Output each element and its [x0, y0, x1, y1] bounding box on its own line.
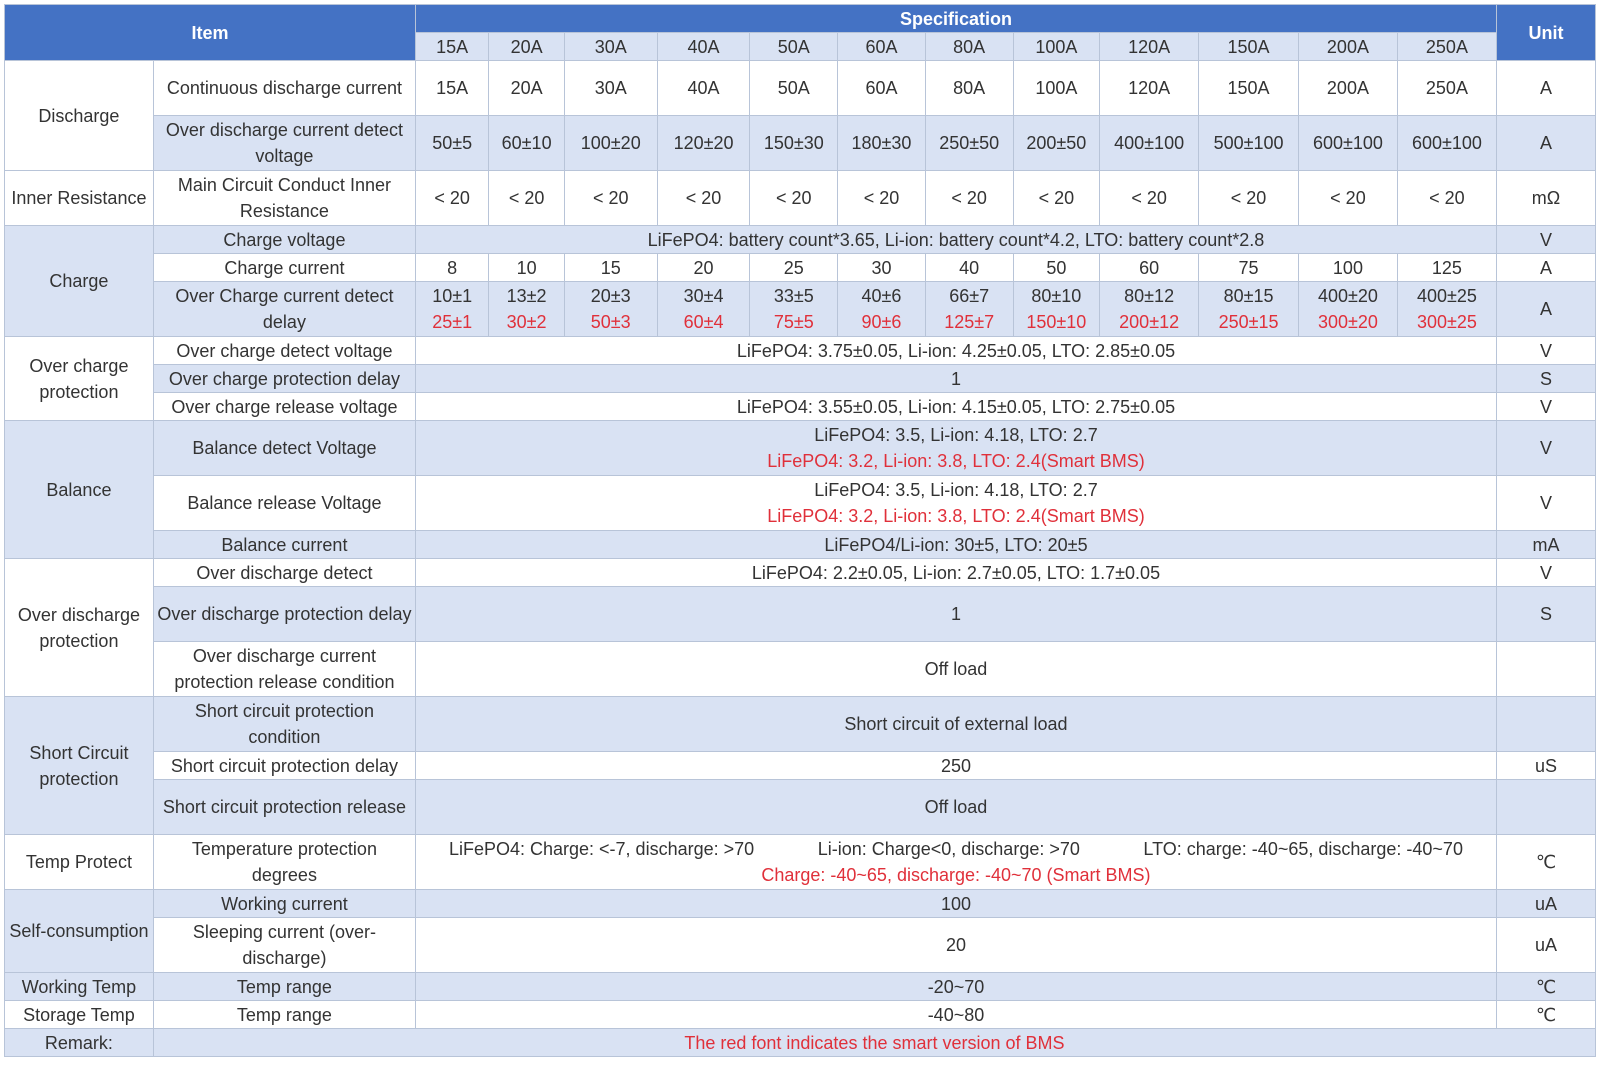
continuous-discharge-value: 200A	[1299, 61, 1398, 116]
over-charge-current-smart-value: 300±25	[1416, 312, 1477, 332]
over-charge-current-value: 80±12	[1124, 286, 1175, 306]
row-label-sleeping-current: Sleeping current (over-discharge)	[153, 918, 415, 973]
balance-release-voltage-cell	[415, 476, 1496, 531]
charge-current-value: 8	[415, 254, 488, 282]
working-temp-range-unit: ℃	[1496, 973, 1595, 1001]
current-rating-header: 60A	[838, 33, 926, 61]
row-label-balance-current: Balance current	[153, 531, 415, 559]
group-discharge: Discharge	[5, 61, 154, 171]
over-discharge-current-value: 60±10	[489, 116, 564, 171]
row-label-short-circuit-condition: Short circuit protection condition	[153, 697, 415, 752]
over-discharge-current-value: 250±50	[925, 116, 1013, 171]
over-charge-current-cell	[1299, 282, 1398, 337]
row-label-continuous-discharge: Continuous discharge current	[153, 61, 415, 116]
main-circuit-resistance-value: < 20	[1013, 171, 1100, 226]
continuous-discharge-value: 20A	[489, 61, 564, 116]
over-discharge-protection-delay-value: 1	[415, 587, 1496, 642]
over-charge-current-cell	[1199, 282, 1299, 337]
over-charge-current-cell	[750, 282, 838, 337]
current-rating-header: 15A	[415, 33, 488, 61]
short-circuit-condition-unit	[1496, 697, 1595, 752]
row-label-over-discharge-protection-delay: Over discharge protection delay	[153, 587, 415, 642]
remark-value: The red font indicates the smart version of BMS	[153, 1029, 1595, 1057]
over-charge-current-value: 80±15	[1223, 286, 1274, 306]
over-charge-release-voltage-unit: V	[1496, 393, 1595, 421]
continuous-discharge-value: 30A	[564, 61, 657, 116]
current-rating-header: 120A	[1100, 33, 1199, 61]
over-discharge-current-value: 50±5	[415, 116, 488, 171]
current-rating-header: 80A	[925, 33, 1013, 61]
over-charge-current-value: 30±4	[683, 286, 724, 306]
over-charge-current-smart-value: 75±5	[773, 312, 814, 332]
continuous-discharge-value: 150A	[1199, 61, 1299, 116]
working-temp-range-value: -20~70	[415, 973, 1496, 1001]
row-label-main-circuit: Main Circuit Conduct Inner Resistance	[153, 171, 415, 226]
over-charge-current-smart-value: 25±1	[432, 312, 473, 332]
over-charge-current-smart-value: 60±4	[683, 312, 724, 332]
over-discharge-detect-unit: V	[1496, 559, 1595, 587]
main-circuit-resistance-unit: mΩ	[1496, 171, 1595, 226]
over-charge-current-value: 400±20	[1317, 286, 1378, 306]
item-header: Item	[5, 5, 416, 61]
over-charge-current-cell	[415, 282, 488, 337]
balance-release-voltage-smart-value: LiFePO4: 3.2, Li-ion: 3.8, LTO: 2.4(Smart BMS)	[767, 506, 1145, 526]
continuous-discharge-value: 50A	[750, 61, 838, 116]
over-discharge-current-value: 120±20	[657, 116, 750, 171]
main-circuit-resistance-value: < 20	[1199, 171, 1299, 226]
over-charge-current-value: 33±5	[773, 286, 814, 306]
charge-current-value: 20	[657, 254, 750, 282]
row-label-balance-release-voltage: Balance release Voltage	[153, 476, 415, 531]
over-charge-current-value: 10±1	[432, 286, 473, 306]
row-label-charge-current: Charge current	[153, 254, 415, 282]
row-label-working-current: Working current	[153, 890, 415, 918]
charge-current-value: 100	[1299, 254, 1398, 282]
charge-current-value: 30	[838, 254, 926, 282]
group-working-temp: Working Temp	[5, 973, 154, 1001]
short-circuit-release-value: Off load	[415, 780, 1496, 835]
over-charge-current-value: 80±10	[1031, 286, 1082, 306]
over-charge-current-smart-value: 300±20	[1317, 312, 1378, 332]
group-storage-temp: Storage Temp	[5, 1001, 154, 1029]
charge-current-value: 25	[750, 254, 838, 282]
over-charge-current-value: 400±25	[1416, 286, 1477, 306]
continuous-discharge-unit: A	[1496, 61, 1595, 116]
over-charge-current-cell	[657, 282, 750, 337]
over-charge-current-smart-value: 90±6	[861, 312, 902, 332]
row-label-over-charge-release-voltage: Over charge release voltage	[153, 393, 415, 421]
current-rating-header: 20A	[489, 33, 564, 61]
over-charge-current-cell	[489, 282, 564, 337]
row-label-over-charge-protection-delay: Over charge protection delay	[153, 365, 415, 393]
balance-current-value: LiFePO4/Li-ion: 30±5, LTO: 20±5	[415, 531, 1496, 559]
row-label-storage-temp-range: Temp range	[153, 1001, 415, 1029]
over-charge-current-smart-value: 30±2	[506, 312, 547, 332]
group-inner-resistance: Inner Resistance	[5, 171, 154, 226]
storage-temp-range-unit: ℃	[1496, 1001, 1595, 1029]
charge-current-unit: A	[1496, 254, 1595, 282]
temp-protection-unit: ℃	[1496, 835, 1595, 890]
continuous-discharge-value: 80A	[925, 61, 1013, 116]
specification-header: Specification	[415, 5, 1496, 33]
charge-current-value: 60	[1100, 254, 1199, 282]
sleeping-current-value: 20	[415, 918, 1496, 973]
short-circuit-delay-unit: uS	[1496, 752, 1595, 780]
over-discharge-current-unit: A	[1496, 116, 1595, 171]
over-charge-current-smart-value: 200±12	[1119, 312, 1180, 332]
over-discharge-current-value: 400±100	[1100, 116, 1199, 171]
row-label-working-temp-range: Temp range	[153, 973, 415, 1001]
unit-header: Unit	[1496, 5, 1595, 61]
charge-current-value: 125	[1397, 254, 1496, 282]
continuous-discharge-value: 60A	[838, 61, 926, 116]
row-label-over-discharge-detect: Over discharge detect	[153, 559, 415, 587]
main-circuit-resistance-value: < 20	[489, 171, 564, 226]
temp-protection-lto: LTO: charge: -40~65, discharge: -40~70	[1143, 839, 1463, 859]
balance-release-voltage-unit: V	[1496, 476, 1595, 531]
row-label-over-discharge-current: Over discharge current detect voltage	[153, 116, 415, 171]
row-label-short-circuit-delay: Short circuit protection delay	[153, 752, 415, 780]
over-charge-current-cell	[1397, 282, 1496, 337]
temp-protection-cell	[415, 835, 1496, 890]
specification-table	[4, 4, 1596, 1057]
over-discharge-current-value: 500±100	[1199, 116, 1299, 171]
row-label-over-charge-detect-voltage: Over charge detect voltage	[153, 337, 415, 365]
charge-voltage-value: LiFePO4: battery count*3.65, Li-ion: battery count*4.2, LTO: battery count*2.8	[415, 226, 1496, 254]
temp-protection-line	[419, 836, 1493, 862]
main-circuit-resistance-value: < 20	[750, 171, 838, 226]
main-circuit-resistance-value: < 20	[657, 171, 750, 226]
over-discharge-current-value: 180±30	[838, 116, 926, 171]
group-short-circuit-protection: Short Circuit protection	[5, 697, 154, 835]
over-charge-current-unit: A	[1496, 282, 1595, 337]
group-balance: Balance	[5, 421, 154, 559]
main-circuit-resistance-value: < 20	[1397, 171, 1496, 226]
group-remark: Remark:	[5, 1029, 154, 1057]
row-label-balance-detect-voltage: Balance detect Voltage	[153, 421, 415, 476]
over-charge-current-smart-value: 50±3	[590, 312, 631, 332]
row-label-temp-protection: Temperature protection degrees	[153, 835, 415, 890]
current-rating-header: 200A	[1299, 33, 1398, 61]
current-rating-header: 250A	[1397, 33, 1496, 61]
short-circuit-condition-value: Short circuit of external load	[415, 697, 1496, 752]
charge-current-value: 75	[1199, 254, 1299, 282]
over-discharge-current-value: 600±100	[1299, 116, 1398, 171]
row-label-charge-voltage: Charge voltage	[153, 226, 415, 254]
over-charge-protection-delay-value: 1	[415, 365, 1496, 393]
group-over-charge-protection: Over charge protection	[5, 337, 154, 421]
row-label-short-circuit-release: Short circuit protection release	[153, 780, 415, 835]
row-label-over-charge-current: Over Charge current detect delay	[153, 282, 415, 337]
sleeping-current-unit: uA	[1496, 918, 1595, 973]
current-rating-header: 150A	[1199, 33, 1299, 61]
over-charge-protection-delay-unit: S	[1496, 365, 1595, 393]
main-circuit-resistance-value: < 20	[564, 171, 657, 226]
over-charge-detect-voltage-value: LiFePO4: 3.75±0.05, Li-ion: 4.25±0.05, LTO: 2.85±0.05	[415, 337, 1496, 365]
current-rating-header: 30A	[564, 33, 657, 61]
main-circuit-resistance-value: < 20	[925, 171, 1013, 226]
over-discharge-current-value: 100±20	[564, 116, 657, 171]
over-discharge-current-value: 600±100	[1397, 116, 1496, 171]
storage-temp-range-value: -40~80	[415, 1001, 1496, 1029]
charge-voltage-unit: V	[1496, 226, 1595, 254]
current-rating-header: 50A	[750, 33, 838, 61]
over-charge-current-cell	[925, 282, 1013, 337]
temp-protection-lifepo4: LiFePO4: Charge: <-7, discharge: >70	[448, 839, 755, 859]
balance-detect-voltage-value: LiFePO4: 3.5, Li-ion: 4.18, LTO: 2.7	[814, 425, 1098, 445]
over-discharge-current-value: 150±30	[750, 116, 838, 171]
group-charge: Charge	[5, 226, 154, 337]
over-charge-current-cell	[1013, 282, 1100, 337]
over-discharge-protection-delay-unit: S	[1496, 587, 1595, 642]
over-charge-current-cell	[564, 282, 657, 337]
continuous-discharge-value: 250A	[1397, 61, 1496, 116]
short-circuit-delay-value: 250	[415, 752, 1496, 780]
main-circuit-resistance-value: < 20	[1100, 171, 1199, 226]
over-discharge-release-unit	[1496, 642, 1595, 697]
temp-protection-smart: Charge: -40~65, discharge: -40~70 (Smart BMS)	[761, 865, 1151, 885]
over-charge-current-smart-value: 250±15	[1218, 312, 1279, 332]
over-discharge-detect-value: LiFePO4: 2.2±0.05, Li-ion: 2.7±0.05, LTO: 1.7±0.05	[415, 559, 1496, 587]
current-rating-header: 40A	[657, 33, 750, 61]
working-current-unit: uA	[1496, 890, 1595, 918]
group-self-consumption: Self-consumption	[5, 890, 154, 973]
balance-detect-voltage-unit: V	[1496, 421, 1595, 476]
over-charge-current-value: 40±6	[861, 286, 902, 306]
over-charge-current-smart-value: 150±10	[1026, 312, 1087, 332]
balance-release-voltage-value: LiFePO4: 3.5, Li-ion: 4.18, LTO: 2.7	[814, 480, 1098, 500]
over-discharge-release-value: Off load	[415, 642, 1496, 697]
continuous-discharge-value: 40A	[657, 61, 750, 116]
main-circuit-resistance-value: < 20	[1299, 171, 1398, 226]
charge-current-value: 10	[489, 254, 564, 282]
balance-current-unit: mA	[1496, 531, 1595, 559]
balance-detect-voltage-cell	[415, 421, 1496, 476]
over-charge-detect-voltage-unit: V	[1496, 337, 1595, 365]
charge-current-value: 40	[925, 254, 1013, 282]
row-label-over-discharge-release: Over discharge current protection release condition	[153, 642, 415, 697]
working-current-value: 100	[415, 890, 1496, 918]
short-circuit-release-unit	[1496, 780, 1595, 835]
over-charge-release-voltage-value: LiFePO4: 3.55±0.05, Li-ion: 4.15±0.05, LTO: 2.75±0.05	[415, 393, 1496, 421]
group-over-discharge-protection: Over discharge protection	[5, 559, 154, 697]
temp-protection-liion: Li-ion: Charge<0, discharge: >70	[817, 839, 1080, 859]
charge-current-value: 50	[1013, 254, 1100, 282]
over-charge-current-cell	[1100, 282, 1199, 337]
charge-current-value: 15	[564, 254, 657, 282]
over-discharge-current-value: 200±50	[1013, 116, 1100, 171]
over-charge-current-cell	[838, 282, 926, 337]
current-rating-header: 100A	[1013, 33, 1100, 61]
continuous-discharge-value: 100A	[1013, 61, 1100, 116]
group-temp-protect: Temp Protect	[5, 835, 154, 890]
over-charge-current-smart-value: 125±7	[944, 312, 995, 332]
over-charge-current-value: 66±7	[949, 286, 990, 306]
main-circuit-resistance-value: < 20	[838, 171, 926, 226]
main-circuit-resistance-value: < 20	[415, 171, 488, 226]
balance-detect-voltage-smart-value: LiFePO4: 3.2, Li-ion: 3.8, LTO: 2.4(Smart BMS)	[767, 451, 1145, 471]
continuous-discharge-value: 120A	[1100, 61, 1199, 116]
continuous-discharge-value: 15A	[415, 61, 488, 116]
over-charge-current-value: 20±3	[590, 286, 631, 306]
over-charge-current-value: 13±2	[506, 286, 547, 306]
